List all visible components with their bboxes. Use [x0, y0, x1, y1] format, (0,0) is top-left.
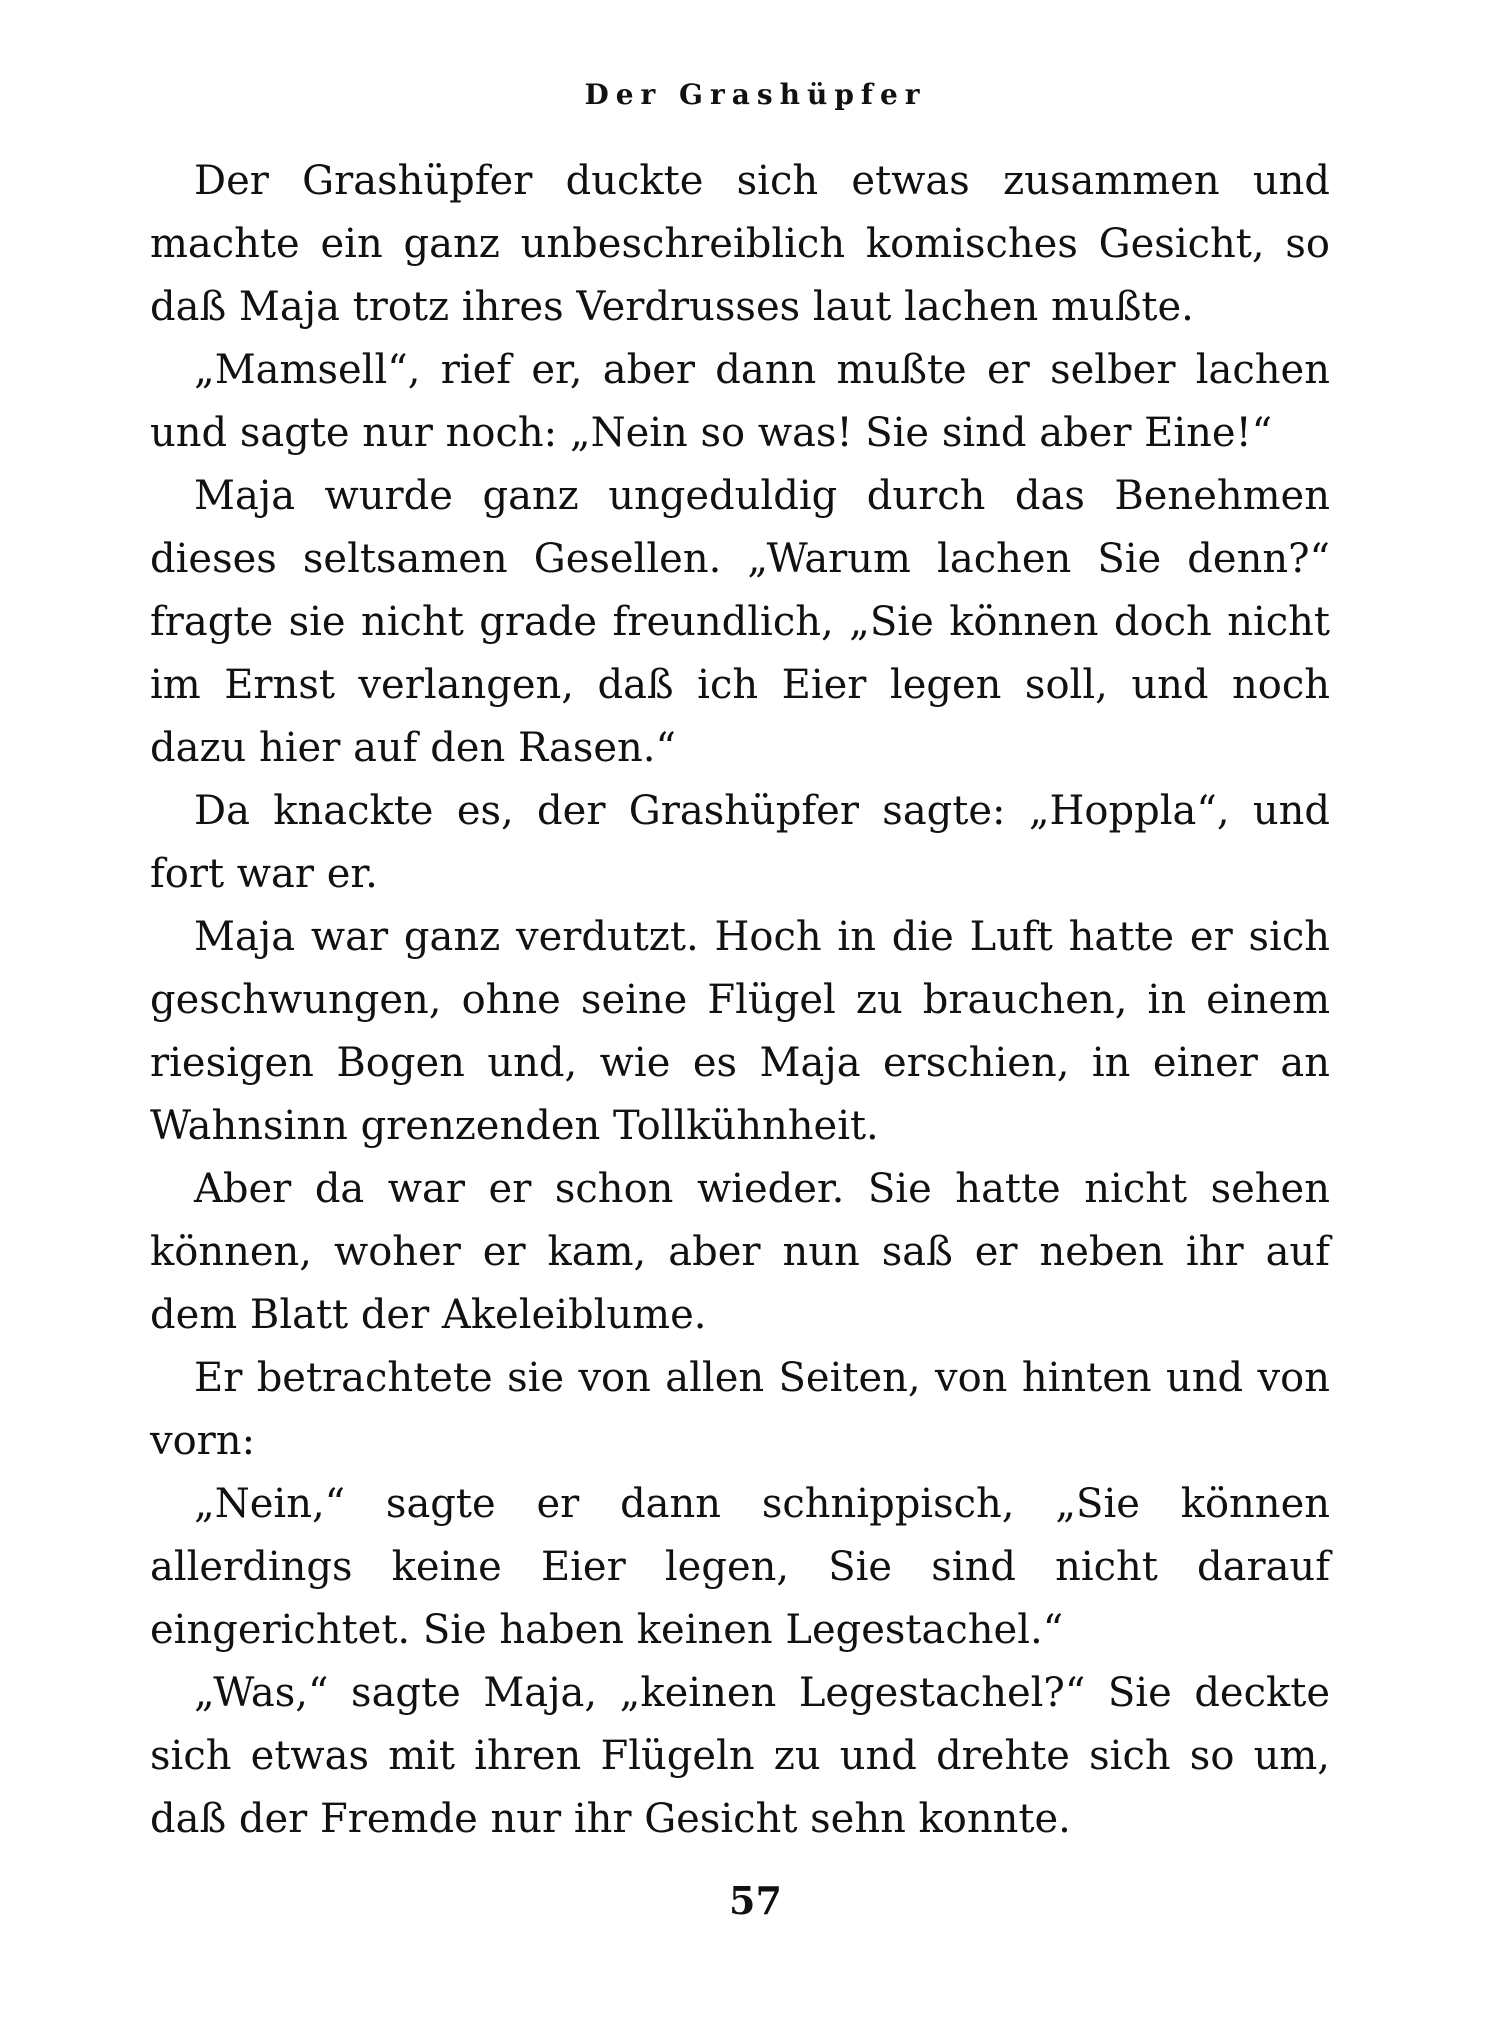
- body-text: [150, 150, 1330, 1851]
- paragraph: „Mamsell“, rief er, aber dann mußte er selber lachen und sagte nur noch: „Nein so was! Sie sind aber Eine!“: [150, 347, 1330, 456]
- paragraph: „Nein,“ sagte er dann schnippisch, „Sie können allerdings keine Eier legen, Sie sind nicht darauf eingerichtet. Sie haben keinen Legestachel.“: [150, 1481, 1330, 1653]
- paragraph: Er betrachtete sie von allen Seiten, von hinten und von vorn:: [150, 1355, 1330, 1464]
- paragraph: Maja wurde ganz ungeduldig durch das Benehmen dieses seltsamen Gesellen. „Warum lachen Sie denn?“ fragte sie nicht grade freundlich, „Sie können doch nicht im Ernst verlangen, daß ich Eier legen soll, und noch dazu hier auf den Rasen.“: [150, 473, 1330, 771]
- paragraph: „Was,“ sagte Maja, „keinen Legestachel?“ Sie deckte sich etwas mit ihren Flügeln zu und drehte sich so um, daß der Fremde nur ihr Gesicht sehn konnte.: [150, 1670, 1330, 1842]
- paragraph: Aber da war er schon wieder. Sie hatte nicht sehen können, woher er kam, aber nun saß er neben ihr auf dem Blatt der Akeleiblume.: [150, 1166, 1330, 1338]
- page-number: 57: [729, 1878, 782, 1923]
- paragraph: Der Grashüpfer duckte sich etwas zusammen und machte ein ganz unbeschreiblich komisches Gesicht, so daß Maja trotz ihres Verdrusses laut lachen mußte.: [150, 158, 1330, 330]
- paragraph: Da knackte es, der Grashüpfer sagte: „Hoppla“, und fort war er.: [150, 788, 1330, 897]
- running-head: Der Grashüpfer: [584, 78, 927, 111]
- paragraph: Maja war ganz verdutzt. Hoch in die Luft hatte er sich geschwungen, ohne seine Flügel zu brauchen, in einem riesigen Bogen und, wie es Maja erschien, in einer an Wahnsinn grenzenden Tollkühnheit.: [150, 914, 1330, 1149]
